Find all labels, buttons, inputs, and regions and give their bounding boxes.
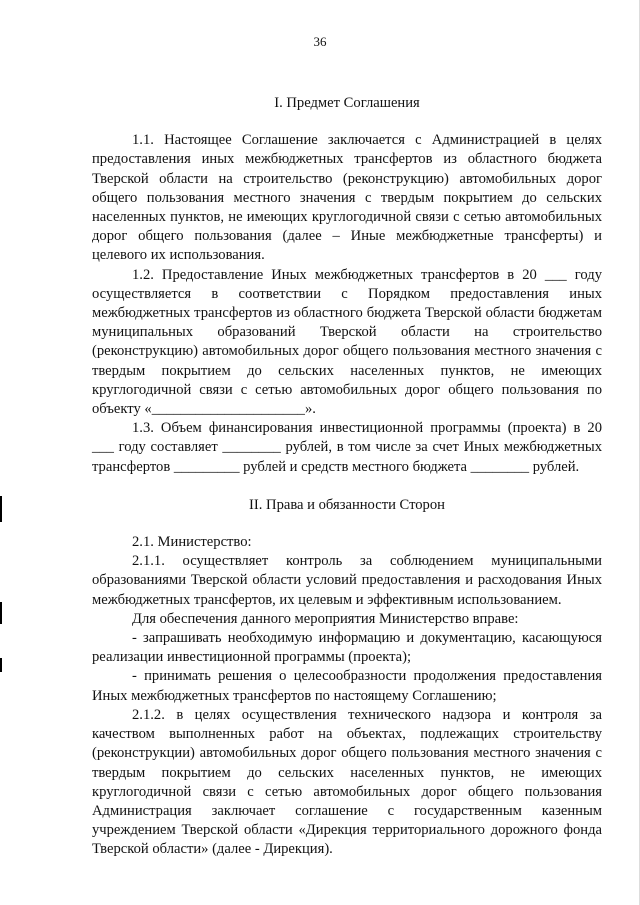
section-title-subject: I. Предмет Соглашения: [274, 95, 420, 111]
section-title-rights: II. Права и обязанности Сторон: [249, 496, 445, 513]
document-body: [92, 94, 602, 860]
paragraph-dash-decisions: - принимать решения о целесообразности продолжения предоставления Иных межбюджетных трансфертов по настоящему Соглашению;: [92, 668, 602, 704]
paragraph-1-3: 1.3. Объем финансирования инвестиционной программы (проекта) в 20 ___ году составляет ________ рублей, в том числе за счет Иных межбюджетных трансфертов _________ рублей и средств местного бюджета ________ рублей.: [92, 420, 602, 475]
page-number: 36: [313, 34, 327, 49]
paragraph-rights-intro: Для обеспечения данного мероприятия Министерство вправе:: [132, 610, 519, 627]
paragraph-1-1: 1.1. Настоящее Соглашение заключается с Администрацией в целях предоставления иных межбюджетных трансфертов из областного бюджета Тверской области на строительство (реконструкцию) автомобильных дорог общего пользования местного значения с твердым покрытием до сельских населенных пунктов, не имеющих круглогодичной связи с сетью автомобильных дорог общего пользования (далее – Иные межбюджетные трансферты) и целевого их использования.: [92, 132, 602, 264]
paragraph-2-1: 2.1. Министерство:: [132, 534, 252, 551]
paragraph-2-1-2: 2.1.2. в целях осуществления технического надзора и контроля за качеством выполненных работ на объектах, подлежащих строительству (реконструкции) автомобильных дорог общего пользования местного значения с твердым покрытием до сельских населенных пунктов, не имеющих круглогодичной связи с сетью автомобильных дорог общего пользования Администрация заключает соглашение с государственным казенным учреждением Тверской области «Дирекция территориального дорожного фонда Тверской области» (далее - Дирекция).: [92, 706, 602, 858]
margin-scan-mark: [0, 496, 2, 522]
margin-scan-mark: [0, 602, 2, 624]
margin-scan-mark: [0, 658, 2, 672]
paragraph-dash-request-info: - запрашивать необходимую информацию и документацию, касающуюся реализации инвестиционной программы (проекта);: [92, 630, 602, 666]
paragraph-1-2: 1.2. Предоставление Иных межбюджетных трансфертов в 20 ___ году осуществляется в соответствии с Порядком предоставления иных межбюджетных трансфертов из областного бюджета Тверской области бюджетам муниципальных образований Тверской области на строительство (реконструкцию) автомобильных дорог общего пользования местного значения с твердым покрытием до сельских населенных пунктов, не имеющих круглогодичной связи с сетью автомобильных дорог общего пользования по объекту «_____________________».: [92, 266, 602, 418]
paragraph-2-1-1: 2.1.1. осуществляет контроль за соблюдением муниципальными образованиями Тверской области условий предоставления и расходования Иных межбюджетных трансфертов, их целевым и эффективным использованием.: [92, 553, 602, 608]
